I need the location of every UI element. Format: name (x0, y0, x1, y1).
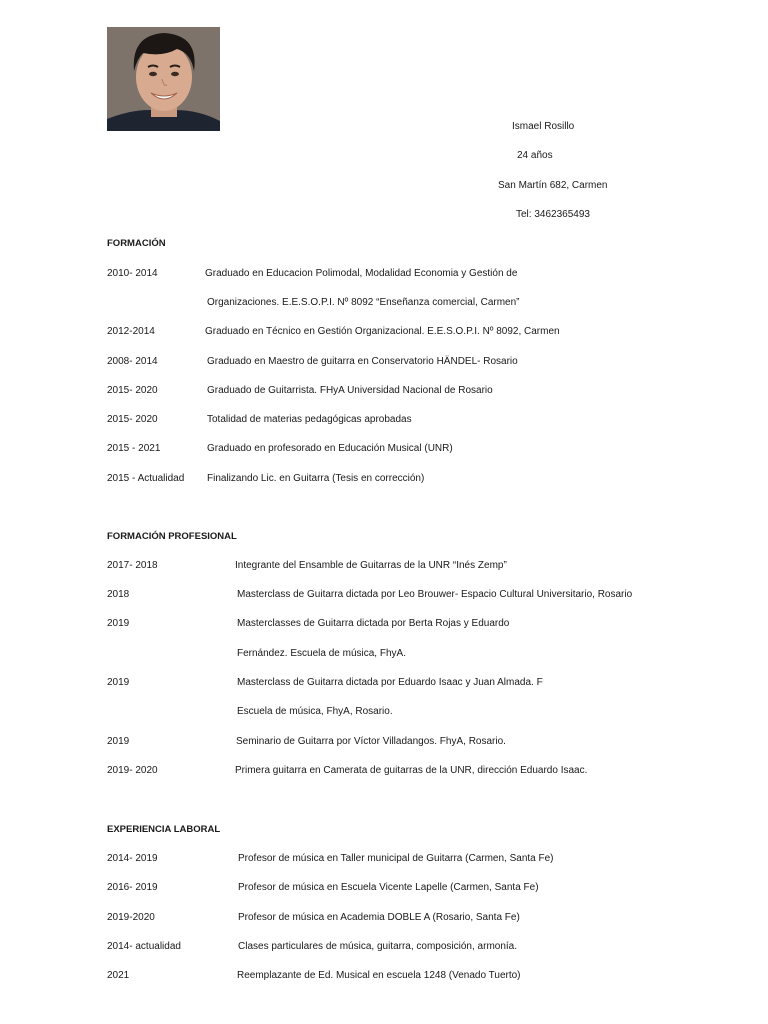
entry-date: 2015 - 2021 (107, 443, 161, 454)
entry-description: Graduado en Técnico en Gestión Organizacional. E.E.S.O.P.I. Nº 8092, Carmen (205, 326, 560, 337)
entry-date: 2016- 2019 (107, 882, 158, 893)
entry-date: 2014- 2019 (107, 853, 158, 864)
profile-photo (107, 27, 220, 131)
entry-date: 2018 (107, 589, 130, 600)
entry-description: Clases particulares de música, guitarra, composición, armonía. (238, 941, 518, 952)
entry-description: Primera guitarra en Camerata de guitarras de la UNR, dirección Eduardo Isaac. (235, 765, 588, 776)
entry-description: Graduado en Maestro de guitarra en Conservatorio HÄNDEL- Rosario (207, 356, 518, 367)
entry-date: 2010- 2014 (107, 268, 158, 279)
entry-description: Graduado en Educacion Polimodal, Modalidad Economia y Gestión de (205, 268, 518, 279)
profile-age: 24 años (517, 150, 553, 161)
entry-date: 2019- 2020 (107, 765, 158, 776)
entry-description: Masterclass de Guitarra dictada por Leo Brouwer- Espacio Cultural Universitario, Rosario (237, 589, 633, 600)
entry-date: 2019-2020 (107, 912, 155, 923)
entry-description: Graduado de Guitarrista. FHyA Universidad Nacional de Rosario (207, 385, 493, 396)
section-heading-experiencia-laboral: EXPERIENCIA LABORAL (107, 824, 221, 835)
entry-description: Profesor de música en Taller municipal de Guitarra (Carmen, Santa Fe) (238, 853, 554, 864)
entry-description: Profesor de música en Academia DOBLE A (Rosario, Santa Fe) (238, 912, 520, 923)
entry-date: 2019 (107, 618, 130, 629)
entry-date: 2017- 2018 (107, 560, 158, 571)
section-heading-formacion: FORMACIÓN (107, 238, 166, 249)
profile-phone: Tel: 3462365493 (516, 209, 590, 220)
entry-description: Totalidad de materias pedagógicas aprobadas (207, 414, 412, 425)
entry-description: Organizaciones. E.E.S.O.P.I. Nº 8092 “Enseñanza comercial, Carmen” (207, 297, 520, 308)
entry-date: 2015 - Actualidad (107, 473, 185, 484)
profile-name: Ismael Rosillo (512, 121, 575, 132)
entry-description: Profesor de música en Escuela Vicente Lapelle (Carmen, Santa Fe) (238, 882, 539, 893)
entry-description: Reemplazante de Ed. Musical en escuela 1248 (Venado Tuerto) (237, 970, 521, 981)
entry-description: Finalizando Lic. en Guitarra (Tesis en corrección) (207, 473, 425, 484)
entry-description: Seminario de Guitarra por Víctor Villadangos. FhyA, Rosario. (236, 736, 506, 747)
portrait-image (107, 27, 220, 131)
entry-description: Escuela de música, FhyA, Rosario. (237, 706, 393, 717)
entry-description: Integrante del Ensamble de Guitarras de la UNR “Inés Zemp” (235, 560, 507, 571)
section-heading-formacion-profesional: FORMACIÓN PROFESIONAL (107, 531, 237, 542)
entry-description: Fernández. Escuela de música, FhyA. (237, 648, 406, 659)
entry-date: 2019 (107, 736, 130, 747)
entry-description: Masterclass de Guitarra dictada por Eduardo Isaac y Juan Almada. F (237, 677, 543, 688)
profile-address: San Martín 682, Carmen (498, 180, 608, 191)
entry-date: 2021 (107, 970, 130, 981)
entry-date: 2008- 2014 (107, 356, 158, 367)
entry-date: 2015- 2020 (107, 385, 158, 396)
entry-description: Graduado en profesorado en Educación Musical (UNR) (207, 443, 453, 454)
entry-date: 2015- 2020 (107, 414, 158, 425)
entry-date: 2014- actualidad (107, 941, 181, 952)
entry-description: Masterclasses de Guitarra dictada por Berta Rojas y Eduardo (237, 618, 510, 629)
entry-date: 2019 (107, 677, 130, 688)
entry-date: 2012-2014 (107, 326, 155, 337)
